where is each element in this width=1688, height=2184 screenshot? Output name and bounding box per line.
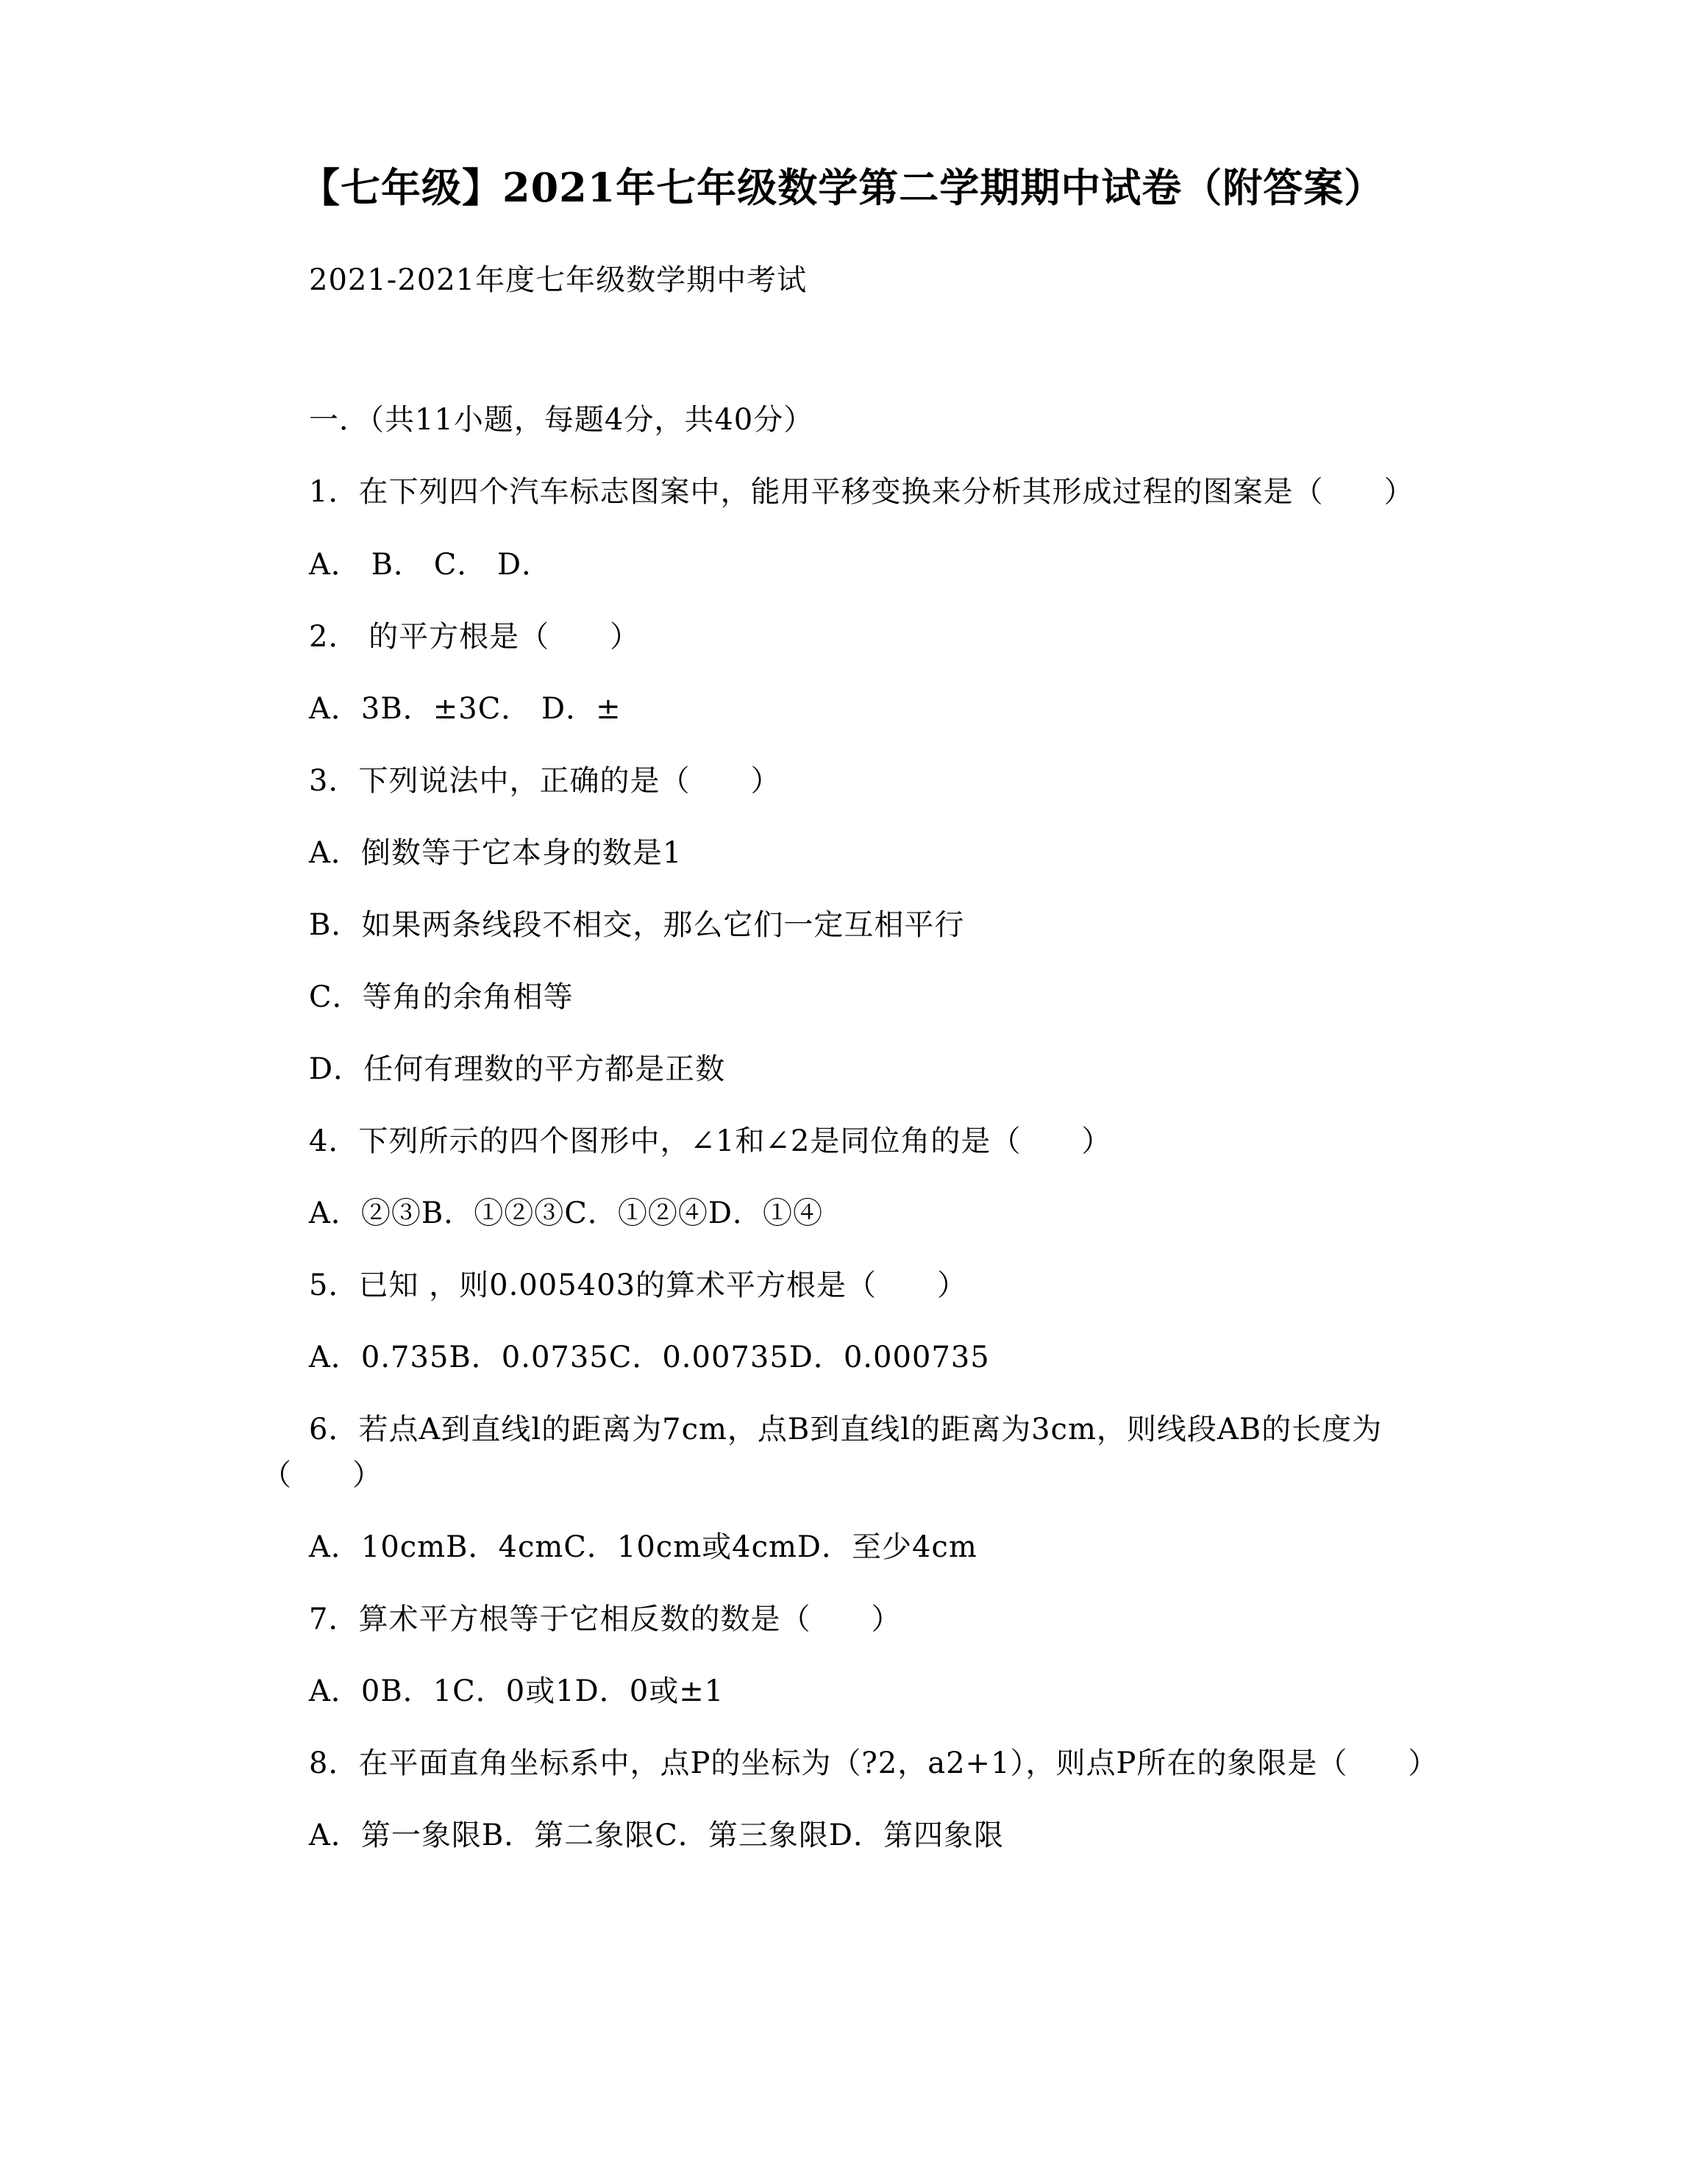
question-4: 4．下列所示的四个图形中，∠1和∠2是同位角的是（ ） — [309, 1124, 1112, 1158]
question-8-options: A．第一象限B．第二象限C．第三象限D．第四象限 — [309, 1819, 1004, 1852]
question-6: 6．若点A到直线l的距离为7cm，点B到直线l的距离为3cm，则线段AB的长度为 — [309, 1413, 1383, 1446]
question-3-option-b: B．如果两条线段不相交，那么它们一定互相平行 — [309, 908, 965, 942]
question-7: 7．算术平方根等于它相反数的数是（ ） — [309, 1602, 902, 1636]
question-2: 2． 的平方根是（ ） — [309, 620, 641, 654]
question-6-continuation: （ ） — [262, 1458, 382, 1492]
question-7-options: A．0B．1C．0或1D．0或±1 — [309, 1674, 724, 1708]
question-2-options: A．3B．±3C． D．± — [309, 692, 622, 726]
question-3-option-d: D．任何有理数的平方都是正数 — [309, 1052, 726, 1086]
document-title: 【七年级】2021年七年级数学第二学期期中试卷（附答案） — [300, 164, 1385, 211]
question-5: 5．已知 ，则0.005403的算术平方根是（ ） — [309, 1268, 968, 1302]
question-8: 8．在平面直角坐标系中，点P的坐标为（?2，a2+1），则点P所在的象限是（ ） — [309, 1746, 1439, 1780]
question-3-option-a: A．倒数等于它本身的数是1 — [309, 836, 683, 870]
question-6-options: A．10cmB．4cmC．10cm或4cmD．至少4cm — [309, 1530, 977, 1564]
question-4-options: A．②③B．①②③C．①②④D．①④ — [309, 1196, 823, 1230]
question-5-options: A．0.735B．0.0735C．0.00735D．0.000735 — [309, 1341, 990, 1374]
section-heading: 一．（共11小题，每题4分，共40分） — [309, 403, 814, 437]
question-3: 3．下列说法中，正确的是（ ） — [309, 764, 781, 798]
question-1-options: A． B． C． D． — [309, 548, 552, 582]
question-3-option-c: C．等角的余角相等 — [309, 980, 574, 1014]
exam-subtitle: 2021-2021年度七年级数学期中考试 — [309, 263, 808, 297]
question-1: 1．在下列四个汽车标志图案中，能用平移变换来分析其形成过程的图案是（ ） — [309, 475, 1414, 509]
